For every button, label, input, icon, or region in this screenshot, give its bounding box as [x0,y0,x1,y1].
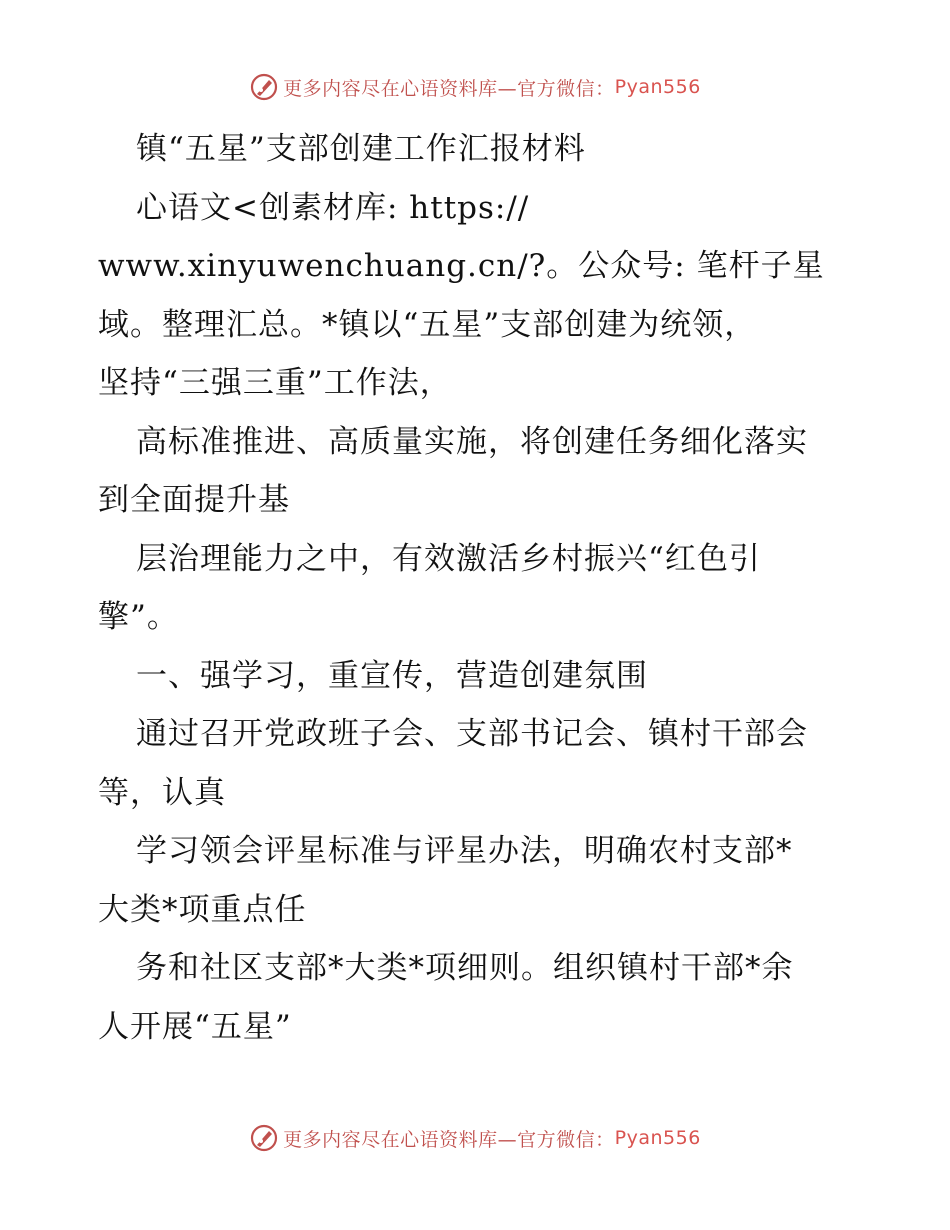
pen-logo-icon [249,72,279,102]
doc-line: 等，认真 [98,774,226,811]
watermark-text: 更多内容尽在心语资料库—官方微信： [283,77,615,100]
doc-line: 层治理能力之中，有效激活乡村振兴“红色引 [136,540,761,577]
doc-line-heading: 一、强学习，重宣传，营造创建氛围 [136,657,648,694]
doc-line: 擎”。 [98,599,179,635]
doc-line: 到全面提升基 [98,482,290,518]
doc-line: 坚持“三强三重”工作法， [98,365,452,401]
doc-line: 域。整理汇总。*镇以“五星”支部创建为统领， [98,306,757,343]
doc-line: 务和社区支部*大类*项细则。组织镇村干部*余 [136,950,794,986]
doc-line: 通过召开党政班子会、支部书记会、镇村干部会 [136,716,808,752]
doc-line: 高标准推进、高质量实施，将创建任务细化落实 [136,423,808,460]
doc-line: 心语文<创素材库: https:// [136,189,530,226]
doc-line-title: 镇“五星”支部创建工作汇报材料 [136,131,586,167]
doc-line: 人开展“五星” [98,1008,292,1045]
pen-logo-icon [249,1123,279,1153]
watermark-text: 更多内容尽在心语资料库—官方微信： [283,1128,615,1151]
watermark-account: Pyan556 [614,1127,701,1149]
header-watermark [0,72,950,102]
doc-line: www.xinyuwenchuang.cn/?。公众号: 笔杆子星 [98,248,825,284]
watermark-account: Pyan556 [614,76,701,98]
doc-line: 学习领会评星标准与评星办法，明确农村支部* [136,833,793,869]
document-body [98,120,868,1056]
doc-line: 大类*项重点任 [98,891,307,928]
footer-watermark [0,1123,950,1153]
